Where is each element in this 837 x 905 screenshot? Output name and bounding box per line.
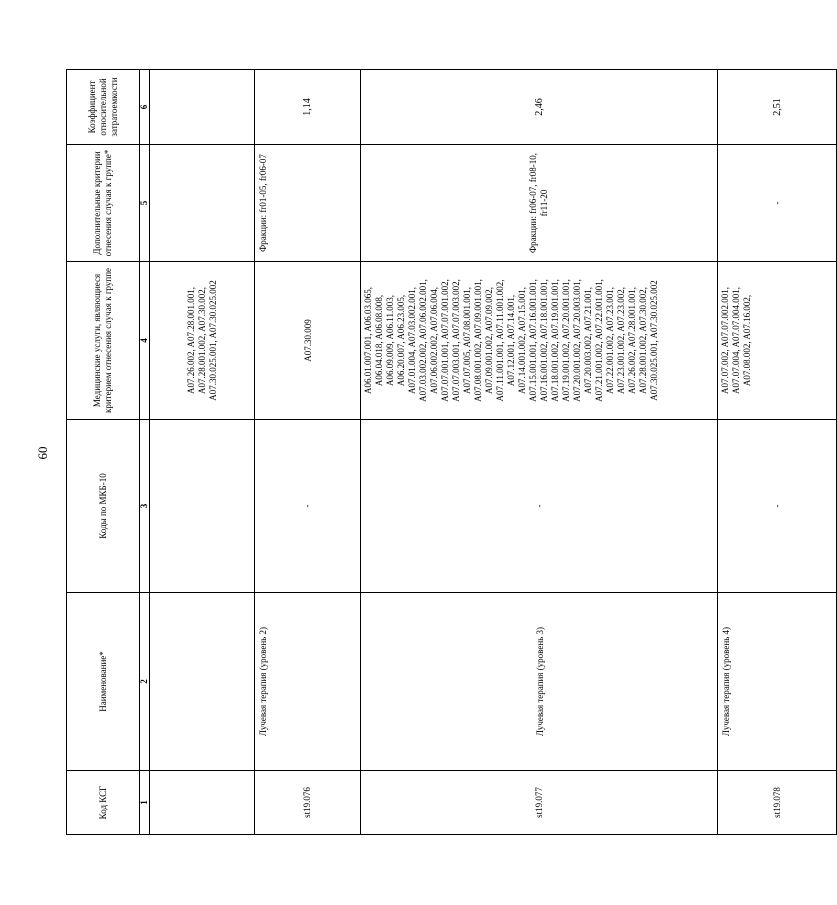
header-mkb-codes: Коды по МКБ-10 xyxy=(67,420,140,593)
service-code-line: A07.07.001.001, A07.07.001.002, xyxy=(440,279,450,402)
service-code-line: A07.09.001.002, A07.09.002, xyxy=(484,287,494,395)
ksg-code-cell: st19.077 xyxy=(361,771,718,835)
service-code-line: A07.07.005, A07.08.001.001, xyxy=(462,287,472,395)
criteria-cell: Фракции: fr06-07, fr08-10, fr11-20 xyxy=(361,145,718,262)
table-row xyxy=(718,70,837,835)
page-number: 60 xyxy=(35,446,50,460)
services-cell xyxy=(361,262,718,420)
ksg-code-cell: st19.078 xyxy=(718,771,837,835)
empty-cell xyxy=(150,70,255,145)
mkb-cell: - xyxy=(718,420,837,593)
empty-cell xyxy=(150,145,255,262)
column-number: 4 xyxy=(140,262,150,420)
service-code-line: A07.28.001.002, A07.30.002, xyxy=(197,287,207,395)
criteria-cell: - xyxy=(718,145,837,262)
table-row xyxy=(361,70,718,835)
service-code-line: A07.30.025.001, A07.30.025.002 xyxy=(649,280,659,401)
empty-cell xyxy=(150,593,255,771)
column-number: 2 xyxy=(140,593,150,771)
service-code-line: A07.26.002, A07.28.001.001, xyxy=(186,287,196,395)
service-code-line: A07.22.001.002, A07.23.001, xyxy=(605,287,615,395)
mkb-cell: - xyxy=(255,420,361,593)
service-code-line: A07.20.003.002, A07.21.001, xyxy=(583,287,593,395)
header-medical-services: Медицинские услуги, являющиеся критерием отнесения случая к группе xyxy=(67,262,140,420)
service-code-line: A07.07.002, A07.07.002.001, xyxy=(720,287,730,395)
criteria-cell: Фракции: fr01-05, fr06-07 xyxy=(255,145,361,262)
column-number-row xyxy=(140,70,150,835)
ksg-code-cell: st19.076 xyxy=(255,771,361,835)
header-coefficient: Коэффициент относительной затратоемкости xyxy=(67,70,140,145)
coefficient-cell: 1,14 xyxy=(255,70,361,145)
services-cell xyxy=(718,262,837,420)
service-code-line: A06.20.007, A06.23.005, xyxy=(396,294,406,387)
coefficient-cell: 2,51 xyxy=(718,70,837,145)
column-number: 1 xyxy=(140,771,150,835)
coefficient-cell: 2,46 xyxy=(361,70,718,145)
service-code-line: A07.30.009 xyxy=(302,319,313,362)
name-cell: Лучевая терапия (уровень 4) xyxy=(718,593,837,771)
service-code-line: A07.15.001.001, A07.16.001.001, xyxy=(528,279,538,402)
service-code-line: A07.20.001.002, A07.20.003.001, xyxy=(572,279,582,402)
empty-cell xyxy=(150,420,255,593)
header-ksg-code: Код КСГ xyxy=(67,771,140,835)
service-code-line: A07.19.001.002, A07.20.001.001, xyxy=(561,279,571,402)
mkb-cell: - xyxy=(361,420,718,593)
continuation-services-cell xyxy=(150,262,255,420)
table-header-row xyxy=(67,70,140,835)
column-number: 3 xyxy=(140,420,150,593)
table-row xyxy=(255,70,361,835)
continuation-row xyxy=(150,70,255,835)
column-number: 6 xyxy=(140,70,150,145)
service-code-line: A07.07.003.001, A07.07.003.002, xyxy=(451,279,461,402)
service-code-line: A07.07.004, A07.07.004.001, xyxy=(731,287,741,395)
column-number: 5 xyxy=(140,145,150,262)
service-code-line: A06.01.007.001, A06.03.065, xyxy=(363,287,373,395)
service-code-line: A07.03.002.002, A07.06.002.001, xyxy=(418,279,428,402)
service-code-line: A07.01.004, A07.03.002.001, xyxy=(407,287,417,395)
service-code-line: A07.28.001.002, A07.30.002, xyxy=(638,287,648,395)
service-code-line: A07.08.002, A07.16.002, xyxy=(742,294,752,387)
empty-cell xyxy=(150,771,255,835)
service-code-line: A07.12.001, A07.14.001, xyxy=(506,294,516,387)
header-additional-criteria: Дополнительные критерии отнесения случая к группе* xyxy=(67,145,140,262)
service-code-line: A07.21.001.002, A07.22.001.001, xyxy=(594,279,604,402)
service-code-line: A07.18.001.002, A07.19.001.001, xyxy=(550,279,560,402)
services-cell xyxy=(255,262,361,420)
service-code-line: A07.26.002, A07.28.001.001, xyxy=(627,287,637,395)
service-code-line: A07.23.001.002, A07.23.002, xyxy=(616,287,626,395)
name-cell: Лучевая терапия (уровень 3) xyxy=(361,593,718,771)
service-code-line: A07.08.001.002, A07.09.001.001, xyxy=(473,279,483,402)
service-code-line: A07.30.025.001, A07.30.025.002 xyxy=(208,280,218,401)
service-code-line: A06.04.018, A06.08.008, xyxy=(374,294,384,387)
header-name: Наименование* xyxy=(67,593,140,771)
service-code-line: A06.09.009, A06.11.003, xyxy=(385,295,395,386)
rotated-page-content xyxy=(66,70,783,835)
service-code-line: A07.14.001.002, A07.15.001, xyxy=(517,287,527,395)
service-code-line: A07.11.001.001, A07.11.001.002, xyxy=(495,279,505,402)
name-cell: Лучевая терапия (уровень 2) xyxy=(255,593,361,771)
service-code-line: A07.16.001.002, A07.18.001.001, xyxy=(539,279,549,402)
ksg-table xyxy=(66,69,837,835)
service-code-line: A07.06.002.002, A07.06.004, xyxy=(429,287,439,395)
